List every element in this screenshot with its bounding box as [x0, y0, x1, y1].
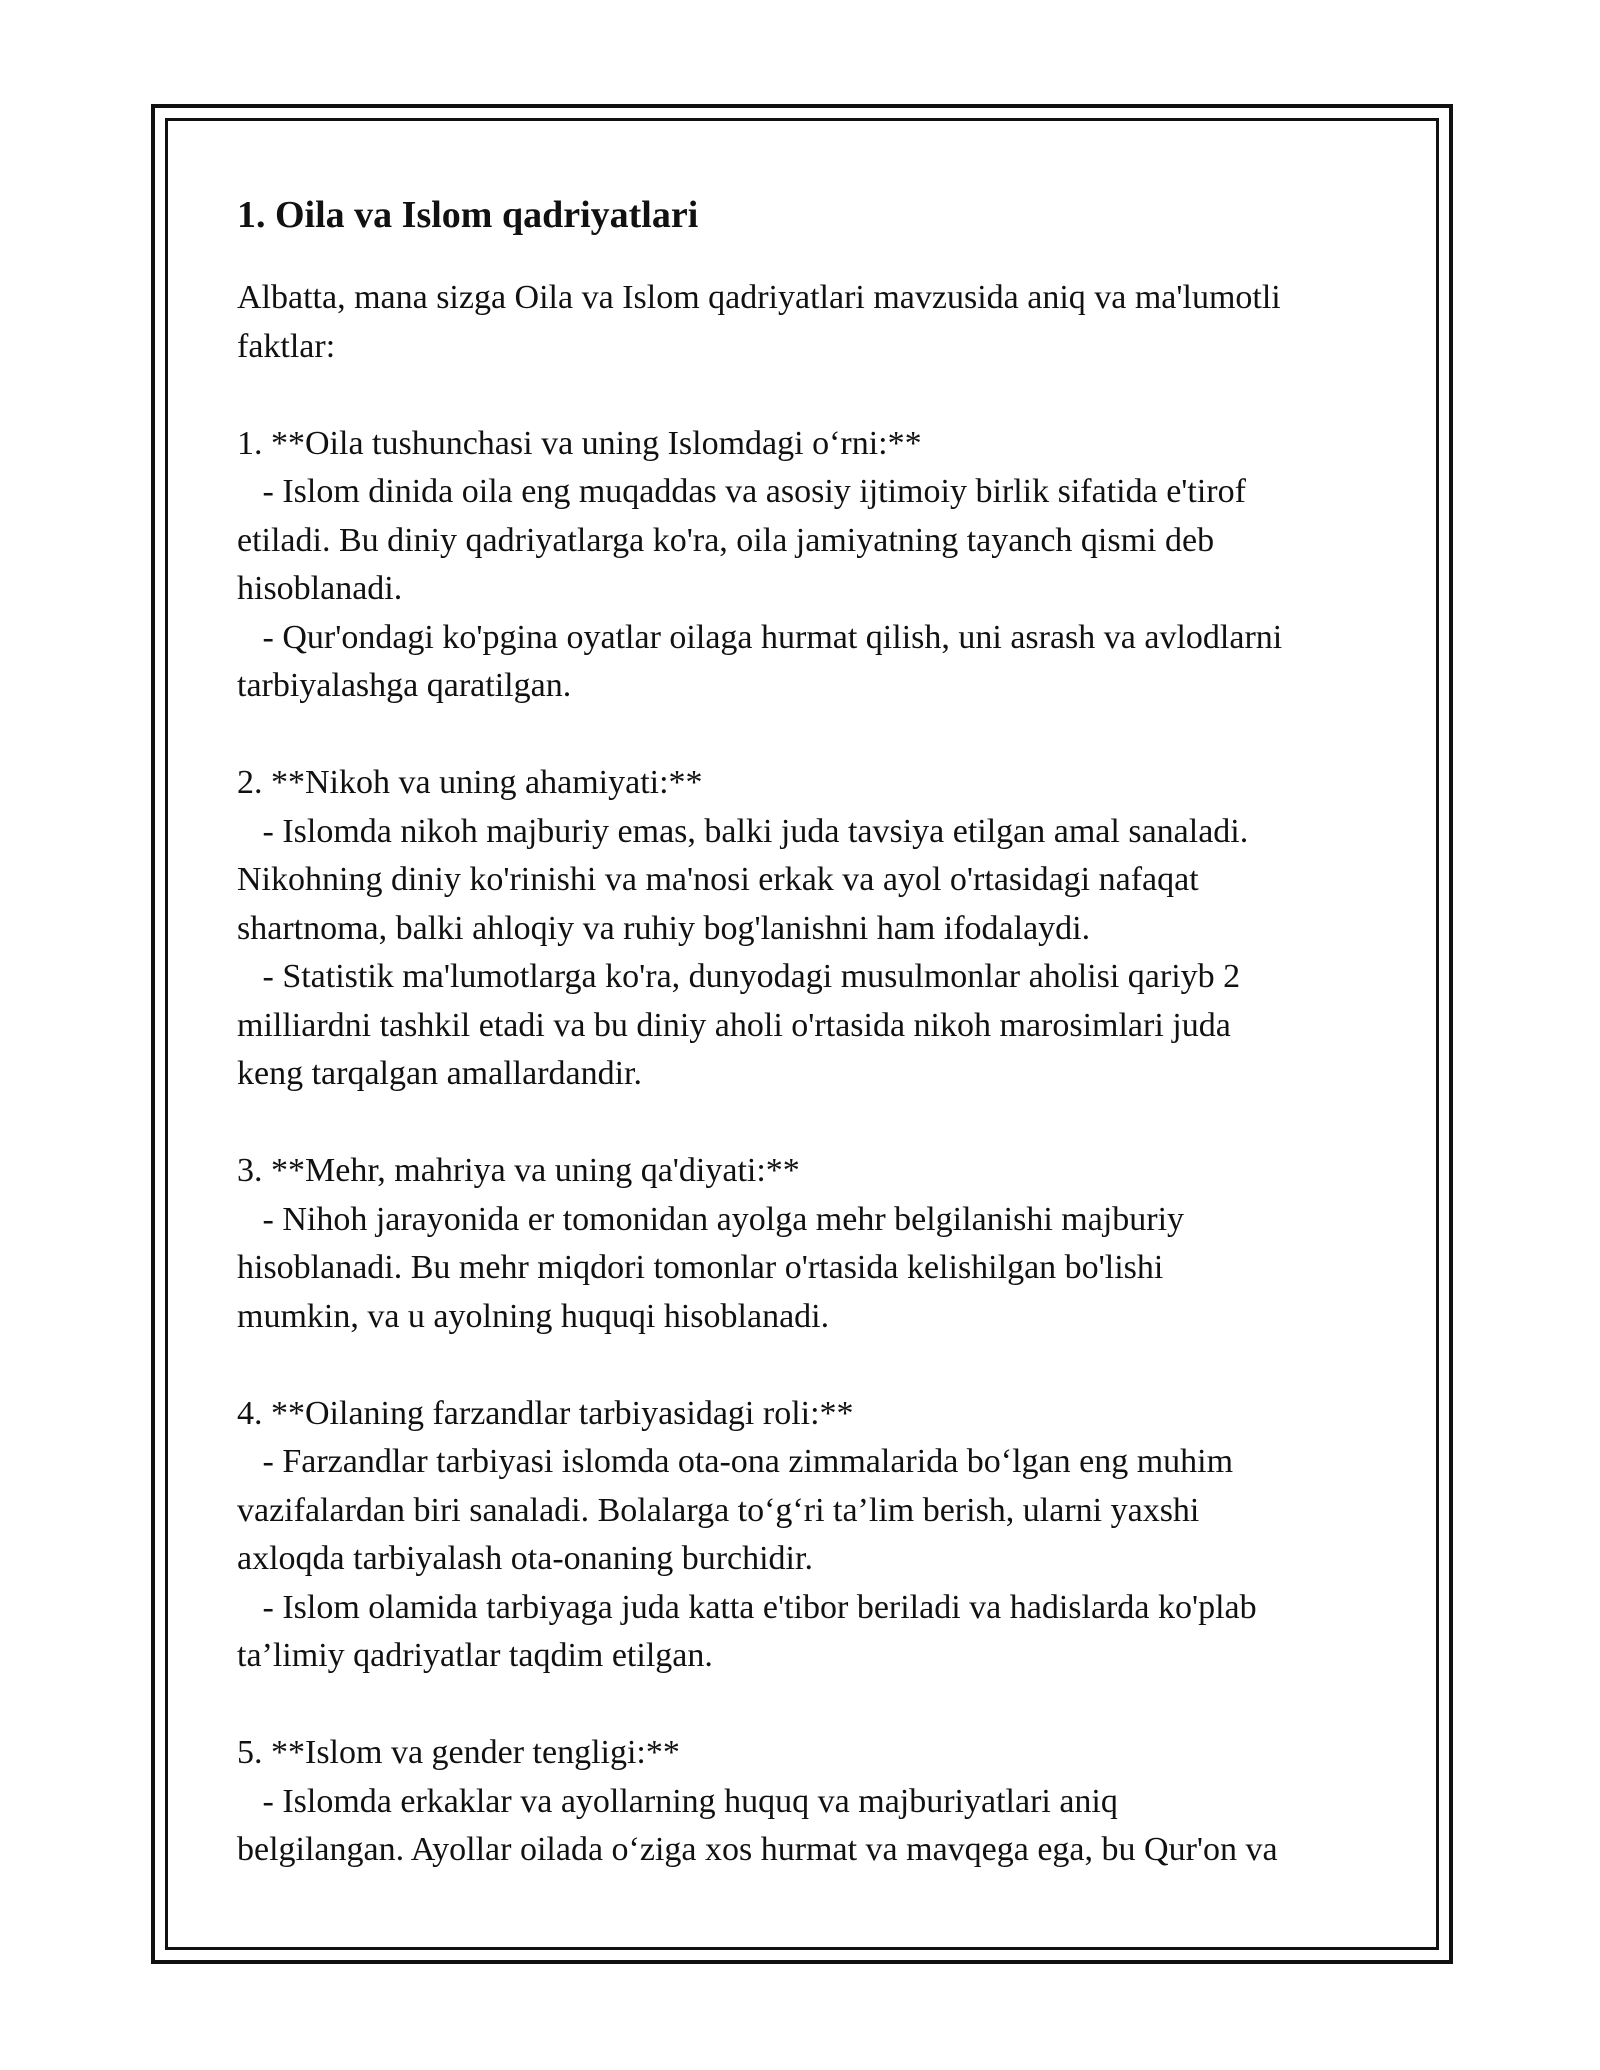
section-mahr [237, 1147, 1372, 1341]
section-heading: 3. **Mehr, mahriya va uning qa'diyati:** [237, 1152, 800, 1189]
section-heading: 5. **Islom va gender tengligi:** [237, 1734, 680, 1771]
document-body [237, 186, 1372, 1875]
paragraph-gap [237, 1681, 1372, 1730]
paragraph-gap [237, 1341, 1372, 1390]
section-heading: 1. **Oila tushunchasi va uning Islomdagi o‘rni:** [237, 424, 922, 462]
intro-paragraph: Albatta, mana sizga Oila va Islom qadriyatlari mavzusida aniq va ma'lumotli faktlar: [237, 279, 1281, 365]
section-point: - Nihoh jarayonida er tomonidan ayolga mehr belgilanishi majburiy hisoblanadi. Bu mehr miqdori tomonlar o'rtasida kelishilgan bo'lishi mumkin, va u ayolning huquqi hisoblanadi. [237, 1200, 1185, 1335]
document-title: 1. Oila va Islom qadriyatlari [237, 194, 699, 236]
section-upbringing [237, 1390, 1372, 1681]
section-marriage [237, 759, 1372, 1099]
section-point: - Islomda erkaklar va ayollarning huquq va majburiyatlari aniq belgilangan. Ayollar oilada o‘ziga xos hurmat va mavqega ega, bu Qur'on va [237, 1782, 1278, 1868]
section-point: - Islom olamida tarbiyaga juda katta e'tibor beriladi va hadislarda ko'plab ta’limiy qadriyatlar taqdim etilgan. [237, 1588, 1257, 1674]
paragraph-gap [237, 711, 1372, 760]
section-point: - Qur'ondagi ko'pgina oyatlar oilaga hurmat qilish, uni asrash va avlodlarni tarbiyalashga qaratilgan. [237, 618, 1283, 704]
section-gender [237, 1729, 1372, 1875]
section-heading: 2. **Nikoh va uning ahamiyati:** [237, 764, 703, 801]
paragraph-gap [237, 371, 1372, 420]
section-heading: 4. **Oilaning farzandlar tarbiyasidagi roli:** [237, 1394, 854, 1432]
section-point: - Farzandlar tarbiyasi islomda ota-ona zimmalarida bo‘lgan eng muhim vazifalardan biri sanaladi. Bolalarga to‘g‘ri ta’lim berish, ularni yaxshi axloqda tarbiyalash ota-onaning burchidir. [237, 1443, 1234, 1577]
section-point: - Islomda nikoh majburiy emas, balki juda tavsiya etilgan amal sanaladi. Nikohning diniy ko'rinishi va ma'nosi erkak va ayol o'rtasidagi nafaqat shartnoma, balki ahloqiy va ruhiy bog'lanishni ham ifodalaydi. [237, 812, 1249, 947]
section-point: - Statistik ma'lumotlarga ko'ra, dunyodagi musulmonlar aholisi qariyb 2 milliardni tashkil etadi va bu diniy aholi o'rtasida nikoh marosimlari juda keng tarqalgan amallardandir. [237, 958, 1241, 1092]
section-family-concept [237, 420, 1372, 711]
section-point: - Islom dinida oila eng muqaddas va asosiy ijtimoiy birlik sifatida e'tirof etiladi. Bu diniy qadriyatlarga ko'ra, oila jamiyatning tayanch qismi deb hisoblanadi. [237, 473, 1246, 607]
paragraph-gap [237, 1099, 1372, 1148]
